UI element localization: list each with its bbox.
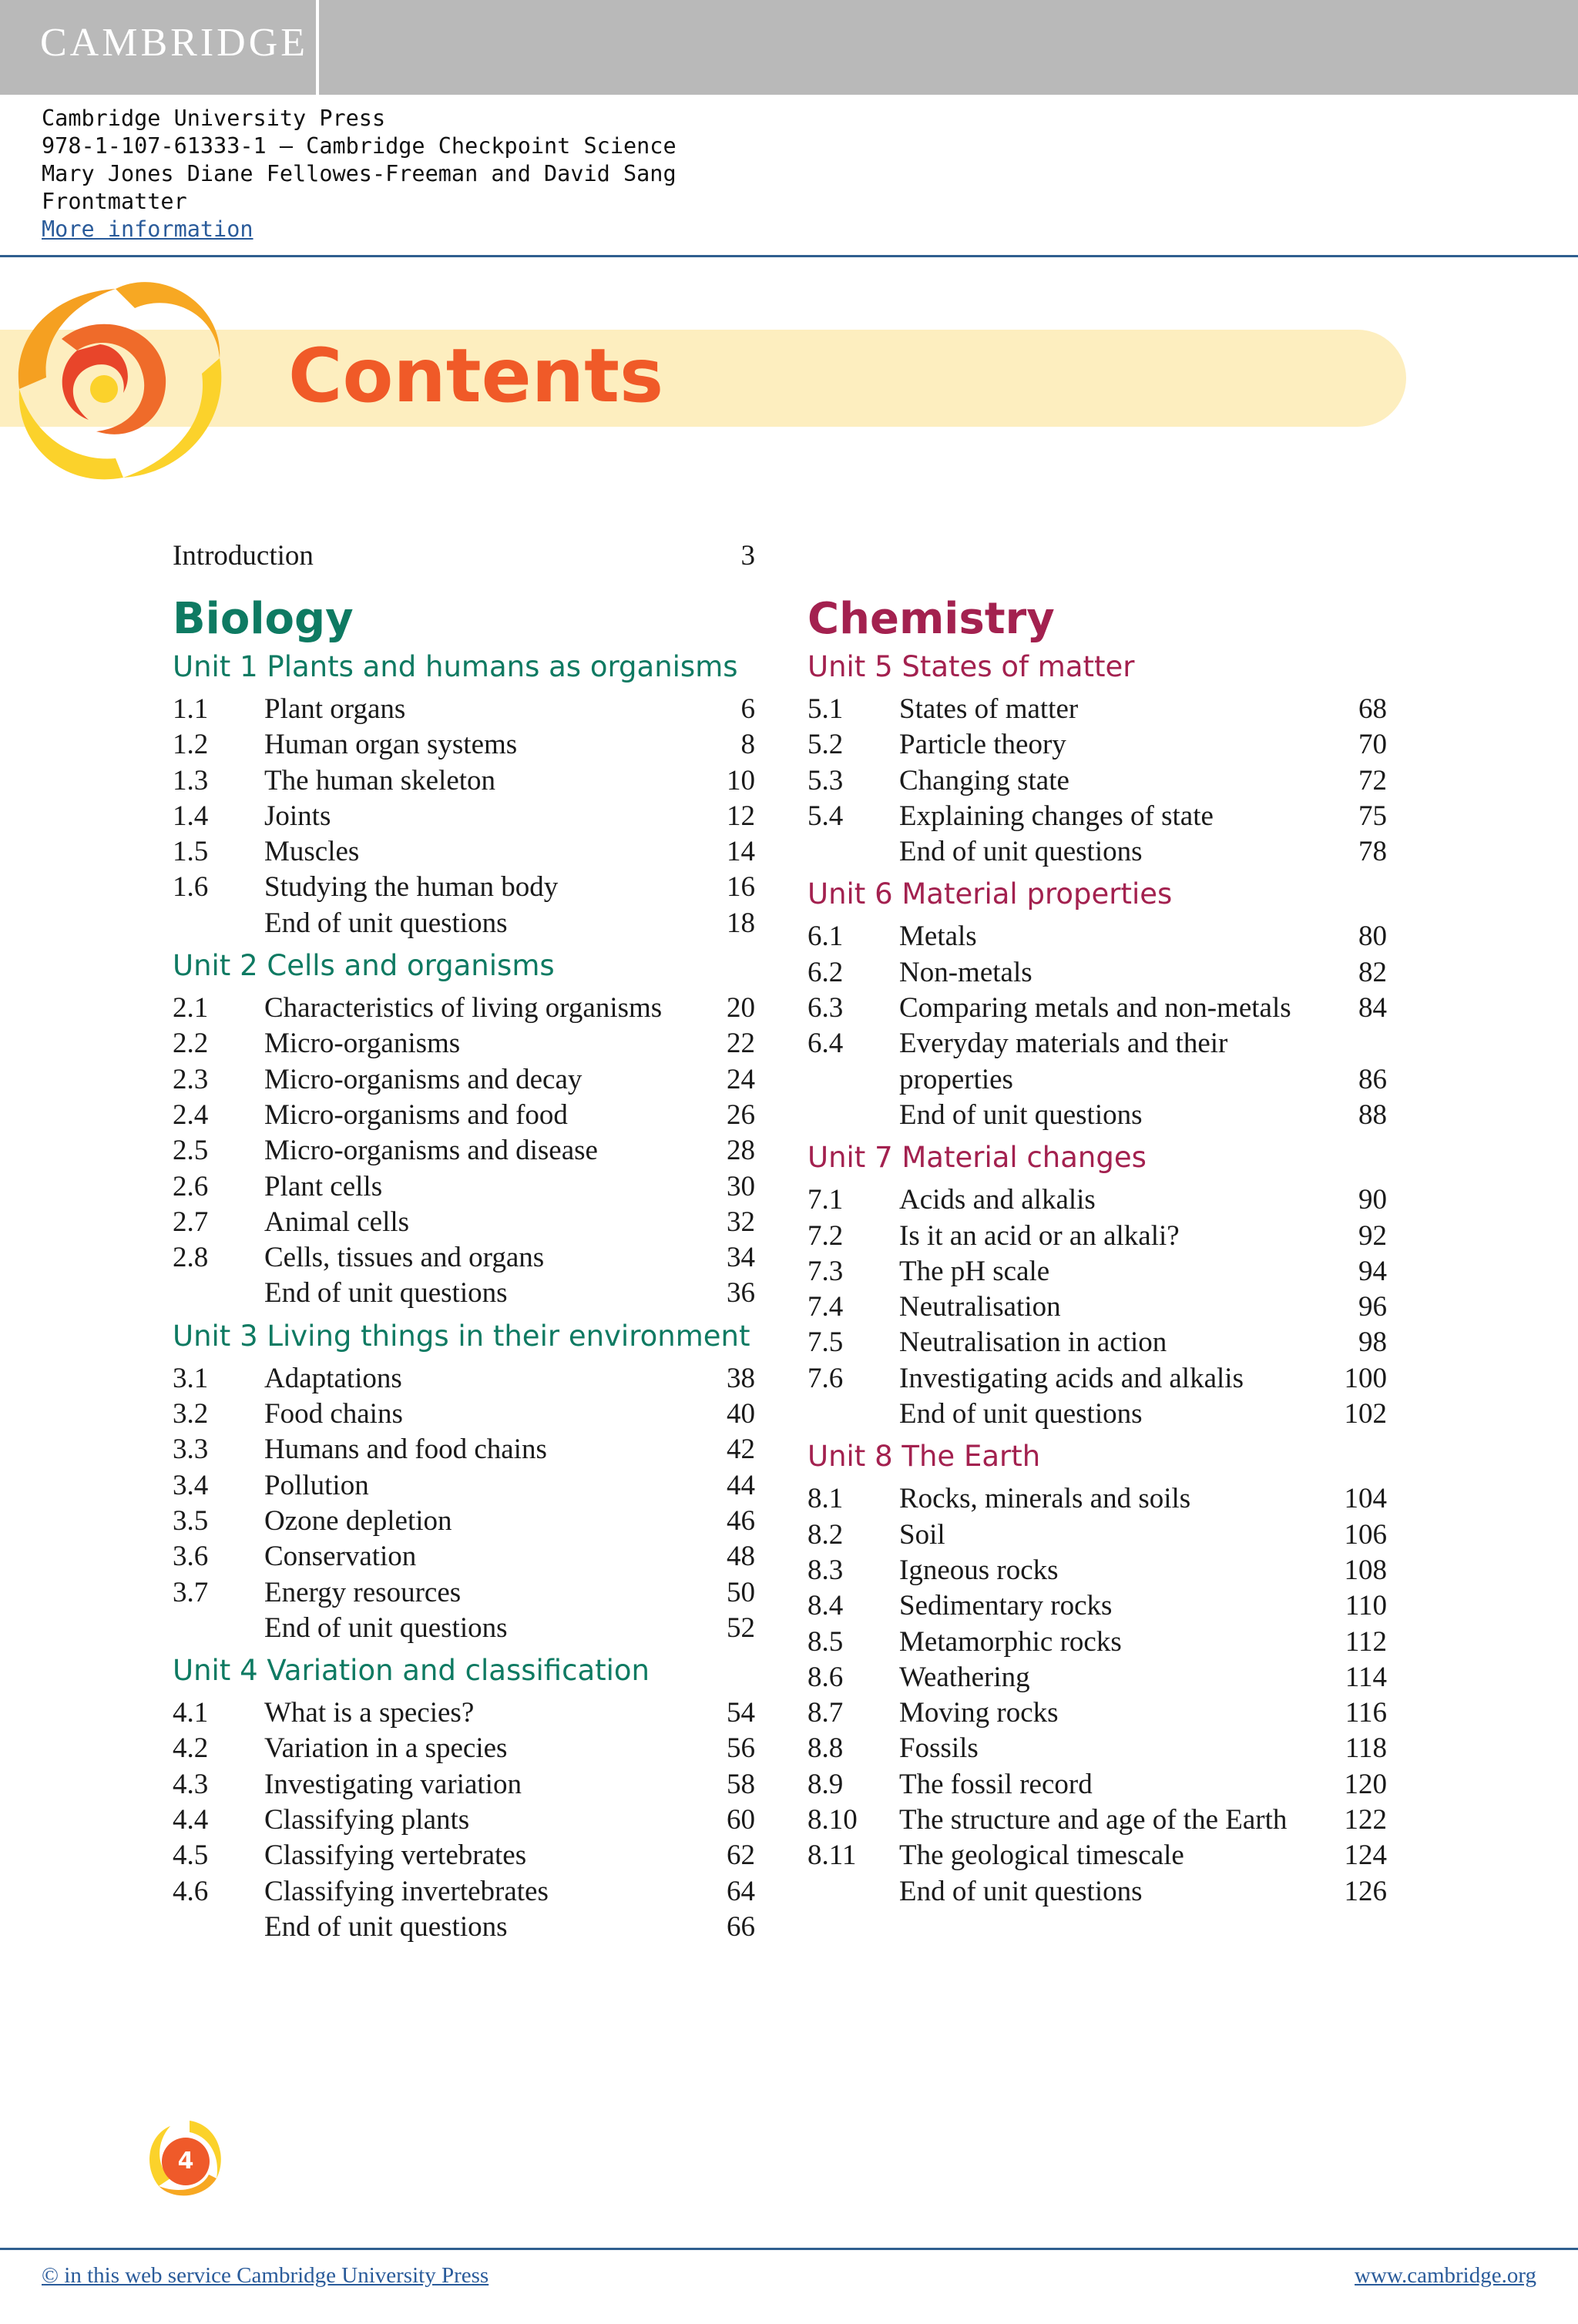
top-banner	[0, 0, 1578, 95]
sun-swirl-logo-icon	[0, 266, 247, 497]
page-number: 88	[1358, 1098, 1387, 1131]
section-title: The structure and age of the Earth	[899, 1804, 1288, 1836]
page-number: 22	[727, 1028, 755, 1060]
section-number: 2.7	[173, 1206, 209, 1238]
page-number: 94	[1358, 1255, 1387, 1287]
page-number: 46	[727, 1504, 755, 1537]
authors: Mary Jones Diane Fellowes-Freeman and David Sang	[42, 161, 677, 186]
page-number: 72	[1358, 764, 1387, 796]
section-number: 8.10	[807, 1804, 858, 1836]
toc-entry[interactable]	[173, 1062, 755, 1098]
section-number: 3.5	[173, 1504, 209, 1537]
page-number: 78	[1358, 836, 1387, 868]
section-title: Rocks, minerals and soils	[899, 1483, 1191, 1515]
page-number: 70	[1358, 729, 1387, 761]
section-title: Humans and food chains	[264, 1434, 547, 1466]
unit-heading[interactable]: Unit 7 Material changes	[807, 1141, 1147, 1175]
section-number: 5.3	[807, 764, 844, 796]
section-title: Cells, tissues and organs	[264, 1242, 545, 1274]
section-title: Variation in a species	[264, 1732, 508, 1765]
unit-spacer	[173, 941, 755, 949]
copyright-link[interactable]: © in this web service Cambridge University Press	[42, 2263, 489, 2288]
page-number: 120	[1344, 1768, 1387, 1800]
toc-entry[interactable]	[807, 1098, 1387, 1133]
toc-entry[interactable]	[173, 1731, 755, 1766]
section-title: Micro-organisms and food	[264, 1098, 568, 1131]
section-number: 7.6	[807, 1362, 844, 1394]
section-number: 8.11	[807, 1839, 857, 1872]
toc-entry[interactable]	[807, 955, 1387, 991]
unit-heading[interactable]: Unit 5 States of matter	[807, 650, 1135, 683]
section-number: 7.4	[807, 1291, 844, 1323]
section-title: Neutralisation	[899, 1291, 1061, 1323]
section-title: Micro-organisms and disease	[264, 1135, 598, 1167]
page-number: 6	[740, 693, 755, 725]
section-title: Weathering	[899, 1661, 1030, 1693]
section-title: End of unit questions	[899, 836, 1143, 868]
toc-entry[interactable]	[173, 1276, 755, 1311]
section-title: Energy resources	[264, 1576, 462, 1608]
toc-entry[interactable]	[173, 870, 755, 905]
toc-entry[interactable]	[173, 1240, 755, 1276]
section-number: 1.5	[173, 836, 209, 868]
section-number: 8.8	[807, 1732, 844, 1765]
banner-divider	[316, 0, 319, 95]
section-number: 1.6	[173, 871, 209, 904]
section-title: Particle theory	[899, 729, 1066, 761]
section-title: Changing state	[899, 764, 1069, 796]
section-title: End of unit questions	[264, 907, 508, 939]
section-number: 4.3	[173, 1768, 209, 1800]
unit-spacer	[807, 1432, 1387, 1440]
section-number: 3.7	[173, 1576, 209, 1608]
toc-entry[interactable]	[173, 1098, 755, 1133]
section-title: Comparing metals and non-metals	[899, 992, 1291, 1025]
toc-entry[interactable]	[807, 1361, 1387, 1397]
toc-entry[interactable]	[173, 1026, 755, 1061]
section-number: 5.2	[807, 729, 844, 761]
page-number: 64	[727, 1875, 755, 1907]
unit-heading[interactable]: Unit 2 Cells and organisms	[173, 949, 555, 983]
section-title: Igneous rocks	[899, 1554, 1059, 1586]
unit-spacer	[807, 1133, 1387, 1141]
section-title: Human organ systems	[264, 729, 518, 761]
page-number: 100	[1344, 1362, 1387, 1394]
toc-entry[interactable]	[173, 727, 755, 763]
section-number: 5.1	[807, 693, 844, 725]
page-number: 116	[1345, 1697, 1387, 1729]
unit-spacer	[173, 1312, 755, 1320]
toc-entry[interactable]	[173, 1767, 755, 1803]
section-title: Neutralisation in action	[899, 1326, 1167, 1359]
section-number: 3.6	[173, 1541, 209, 1573]
unit-heading[interactable]: Unit 4 Variation and classification	[173, 1654, 650, 1688]
toc-entry[interactable]	[807, 1874, 1387, 1910]
section-number: 6.4	[807, 1028, 844, 1060]
toc-entry[interactable]	[173, 1874, 755, 1910]
section-title: End of unit questions	[264, 1611, 508, 1644]
page-number: 80	[1358, 921, 1387, 953]
section-title: Everyday materials and their	[899, 1028, 1228, 1060]
toc-entry[interactable]	[807, 799, 1387, 834]
unit-spacer	[173, 1646, 755, 1654]
page-number: 82	[1358, 956, 1387, 988]
section-number: 8.9	[807, 1768, 844, 1800]
unit-heading[interactable]: Unit 1 Plants and humans as organisms	[173, 650, 738, 683]
section-number: 4.6	[173, 1875, 209, 1907]
section-title: End of unit questions	[899, 1875, 1143, 1907]
toc-entry[interactable]	[807, 1289, 1387, 1325]
toc-entry[interactable]	[807, 1397, 1387, 1432]
section-title: Pollution	[264, 1469, 369, 1501]
section-title: Joints	[264, 800, 331, 832]
toc-entry[interactable]	[807, 1182, 1387, 1218]
page-number: 10	[727, 764, 755, 796]
section-number: 6.2	[807, 956, 844, 988]
page-number: 114	[1345, 1661, 1387, 1693]
toc-entry[interactable]	[807, 1588, 1387, 1624]
toc-entry[interactable]	[173, 1695, 755, 1731]
toc-entry[interactable]	[173, 1133, 755, 1169]
chemistry-heading: Chemistry	[807, 594, 1055, 644]
toc-entry[interactable]	[807, 1325, 1387, 1360]
section-number: 1.1	[173, 693, 209, 725]
toc-entry[interactable]	[173, 1205, 755, 1240]
page-number: 102	[1344, 1398, 1387, 1430]
page-number: 92	[1358, 1219, 1387, 1252]
biology-heading: Biology	[173, 594, 354, 644]
page-number: 58	[727, 1768, 755, 1800]
toc-entry[interactable]	[173, 692, 755, 727]
toc-entry[interactable]	[173, 1169, 755, 1205]
page-number: 66	[727, 1910, 755, 1943]
introduction-label: Introduction	[173, 540, 314, 572]
toc-entry[interactable]	[173, 906, 755, 941]
toc-entry[interactable]	[173, 991, 755, 1026]
toc-entry[interactable]	[807, 1517, 1387, 1553]
more-information-link[interactable]: More information	[42, 216, 253, 242]
section-number: 8.5	[807, 1625, 844, 1658]
section-number: 2.4	[173, 1098, 209, 1131]
section-number: 4.5	[173, 1839, 209, 1872]
page-number: 48	[727, 1541, 755, 1573]
page-number: 104	[1344, 1483, 1387, 1515]
section-title: What is a species?	[264, 1697, 475, 1729]
section-number: 1.2	[173, 729, 209, 761]
unit-heading[interactable]: Unit 6 Material properties	[807, 877, 1173, 911]
toc-entry[interactable]	[173, 799, 755, 834]
toc-entry[interactable]	[807, 1625, 1387, 1660]
toc-entry[interactable]	[807, 1026, 1387, 1061]
page-number: 8	[740, 729, 755, 761]
toc-entry[interactable]	[173, 1575, 755, 1611]
section-number: 8.6	[807, 1661, 844, 1693]
section-title: Conservation	[264, 1541, 417, 1573]
section-title: Food chains	[264, 1398, 403, 1430]
section-title: Investigating acids and alkalis	[899, 1362, 1244, 1394]
page-number: 106	[1344, 1518, 1387, 1551]
page-number: 110	[1345, 1590, 1387, 1622]
section-number: 4.1	[173, 1697, 209, 1729]
section-title: The pH scale	[899, 1255, 1050, 1287]
section-number: 5.4	[807, 800, 844, 832]
section-title: Studying the human body	[264, 871, 559, 904]
page-number: 90	[1358, 1184, 1387, 1216]
section-title: End of unit questions	[899, 1098, 1143, 1131]
toc-entry[interactable]	[807, 727, 1387, 763]
toc-entry[interactable]	[173, 1504, 755, 1539]
section-name: Frontmatter	[42, 189, 187, 214]
section-number: 3.3	[173, 1434, 209, 1466]
page-number: 40	[727, 1398, 755, 1430]
section-title: Micro-organisms and decay	[264, 1063, 583, 1095]
section-title: Metals	[899, 921, 977, 953]
toc-entry[interactable]	[173, 1539, 755, 1574]
toc-entry[interactable]	[807, 1553, 1387, 1588]
section-title: Muscles	[264, 836, 360, 868]
introduction-page: 3	[740, 540, 755, 572]
section-title: Plant organs	[264, 693, 406, 725]
page-number: 50	[727, 1576, 755, 1608]
section-number: 4.2	[173, 1732, 209, 1765]
toc-entry[interactable]	[807, 1731, 1387, 1766]
page-number: 118	[1345, 1732, 1387, 1765]
page-number: 108	[1344, 1554, 1387, 1586]
section-title: Non-metals	[899, 956, 1032, 988]
toc-entry[interactable]	[173, 1611, 755, 1646]
section-number: 2.3	[173, 1063, 209, 1095]
toc-entry[interactable]	[173, 1910, 755, 1945]
page-number: 112	[1345, 1625, 1387, 1658]
page-number: 68	[1358, 693, 1387, 725]
toc-entry[interactable]	[807, 1767, 1387, 1803]
section-title: properties	[899, 1063, 1013, 1095]
page-number: 26	[727, 1098, 755, 1131]
section-title: End of unit questions	[264, 1277, 508, 1310]
page-number: 84	[1358, 992, 1387, 1025]
section-number: 7.5	[807, 1326, 844, 1359]
header-rule	[0, 255, 1578, 257]
toc-entry[interactable]	[807, 1481, 1387, 1517]
section-number: 6.3	[807, 992, 844, 1025]
section-number: 7.2	[807, 1219, 844, 1252]
cambridge-logo-text: CAMBRIDGE	[40, 21, 309, 65]
section-title: End of unit questions	[264, 1910, 508, 1943]
section-number: 2.8	[173, 1242, 209, 1274]
toc-entry[interactable]	[173, 1468, 755, 1504]
toc-entry[interactable]	[807, 692, 1387, 727]
toc-entry[interactable]	[807, 1254, 1387, 1289]
page-number: 52	[727, 1611, 755, 1644]
toc-entry[interactable]	[173, 1361, 755, 1397]
section-number: 7.1	[807, 1184, 844, 1216]
section-title: Animal cells	[264, 1206, 410, 1238]
section-number: 1.3	[173, 764, 209, 796]
section-title: Plant cells	[264, 1170, 383, 1202]
page-number: 30	[727, 1170, 755, 1202]
page-number: 20	[727, 992, 755, 1025]
isbn-title: 978-1-107-61333-1 – Cambridge Checkpoint Science	[42, 133, 677, 159]
section-number: 2.1	[173, 992, 209, 1025]
toc-entry[interactable]	[807, 1660, 1387, 1695]
section-number: 8.2	[807, 1518, 844, 1551]
page-number: 126	[1344, 1875, 1387, 1907]
chemistry-column	[807, 595, 1387, 1910]
page-number: 18	[727, 907, 755, 939]
section-title: End of unit questions	[899, 1398, 1143, 1430]
footer-rule	[0, 2248, 1578, 2250]
page-number: 62	[727, 1839, 755, 1872]
section-number: 8.3	[807, 1554, 844, 1586]
section-title: Soil	[899, 1518, 945, 1551]
section-title: The geological timescale	[899, 1839, 1184, 1872]
section-number: 3.4	[173, 1469, 209, 1501]
toc-entry[interactable]	[807, 1838, 1387, 1873]
section-title: Micro-organisms	[264, 1028, 461, 1060]
cambridge-website-link[interactable]: www.cambridge.org	[1355, 2263, 1536, 2288]
section-title: Classifying plants	[264, 1804, 470, 1836]
toc-entry[interactable]	[807, 1219, 1387, 1254]
biology-column	[173, 595, 755, 1945]
section-title: Adaptations	[264, 1362, 402, 1394]
page-number: 28	[727, 1135, 755, 1167]
page-number: 36	[727, 1277, 755, 1310]
unit-spacer	[807, 870, 1387, 877]
section-title: Explaining changes of state	[899, 800, 1214, 832]
page-number: 75	[1358, 800, 1387, 832]
section-number: 8.4	[807, 1590, 844, 1622]
page-number: 56	[727, 1732, 755, 1765]
page-number: 98	[1358, 1326, 1387, 1359]
page-number: 32	[727, 1206, 755, 1238]
section-title: Metamorphic rocks	[899, 1625, 1122, 1658]
page-number: 44	[727, 1469, 755, 1501]
section-title: Is it an acid or an alkali?	[899, 1219, 1180, 1252]
section-number: 6.1	[807, 921, 844, 953]
page-number: 96	[1358, 1291, 1387, 1323]
toc-entry[interactable]	[807, 991, 1387, 1026]
page-number: 42	[727, 1434, 755, 1466]
section-number: 8.1	[807, 1483, 844, 1515]
section-title: States of matter	[899, 693, 1079, 725]
page-number: 54	[727, 1697, 755, 1729]
section-title: Characteristics of living organisms	[264, 992, 663, 1025]
page-number: 16	[727, 871, 755, 904]
section-title: Ozone depletion	[264, 1504, 452, 1537]
page-number: 4	[177, 2148, 194, 2175]
page-title: Contents	[288, 333, 664, 419]
section-number: 3.1	[173, 1362, 209, 1394]
section-number: 1.4	[173, 800, 209, 832]
page-number: 14	[727, 836, 755, 868]
page-number: 38	[727, 1362, 755, 1394]
section-number: 3.2	[173, 1398, 209, 1430]
section-number: 2.5	[173, 1135, 209, 1167]
toc-entry[interactable]	[807, 1803, 1387, 1838]
section-title: Classifying vertebrates	[264, 1839, 527, 1872]
section-number: 7.3	[807, 1255, 844, 1287]
section-title: Investigating variation	[264, 1768, 522, 1800]
unit-heading[interactable]: Unit 8 The Earth	[807, 1440, 1041, 1474]
toc-entry[interactable]	[173, 763, 755, 799]
toc-entry[interactable]	[173, 1432, 755, 1467]
page-number: 24	[727, 1063, 755, 1095]
page-number: 122	[1344, 1804, 1387, 1836]
unit-heading[interactable]: Unit 3 Living things in their environment	[173, 1319, 750, 1353]
section-number: 2.6	[173, 1170, 209, 1202]
toc-entry[interactable]	[807, 919, 1387, 954]
book-metadata	[42, 105, 677, 243]
page-number: 86	[1358, 1063, 1387, 1095]
brand-block	[0, 0, 316, 95]
toc-entry[interactable]	[173, 1803, 755, 1838]
toc-entry[interactable]	[173, 834, 755, 870]
toc-entry[interactable]	[807, 763, 1387, 799]
publisher: Cambridge University Press	[42, 106, 386, 131]
toc-entry[interactable]	[807, 1695, 1387, 1731]
section-number: 2.2	[173, 1028, 209, 1060]
page-number: 12	[727, 800, 755, 832]
section-title: Classifying invertebrates	[264, 1875, 549, 1907]
section-title: Fossils	[899, 1732, 979, 1765]
page-number: 60	[727, 1804, 755, 1836]
section-title: Sedimentary rocks	[899, 1590, 1113, 1622]
section-number: 8.7	[807, 1697, 844, 1729]
page-number: 34	[727, 1242, 755, 1274]
toc-entry[interactable]	[173, 1397, 755, 1432]
section-number: 4.4	[173, 1804, 209, 1836]
toc-entry[interactable]	[173, 1838, 755, 1873]
page-number: 124	[1344, 1839, 1387, 1872]
section-title: The human skeleton	[264, 764, 496, 796]
toc-entry[interactable]	[807, 1062, 1387, 1098]
toc-entry[interactable]	[807, 834, 1387, 870]
section-title: Acids and alkalis	[899, 1184, 1096, 1216]
section-title: The fossil record	[899, 1768, 1093, 1800]
section-title: Moving rocks	[899, 1697, 1059, 1729]
